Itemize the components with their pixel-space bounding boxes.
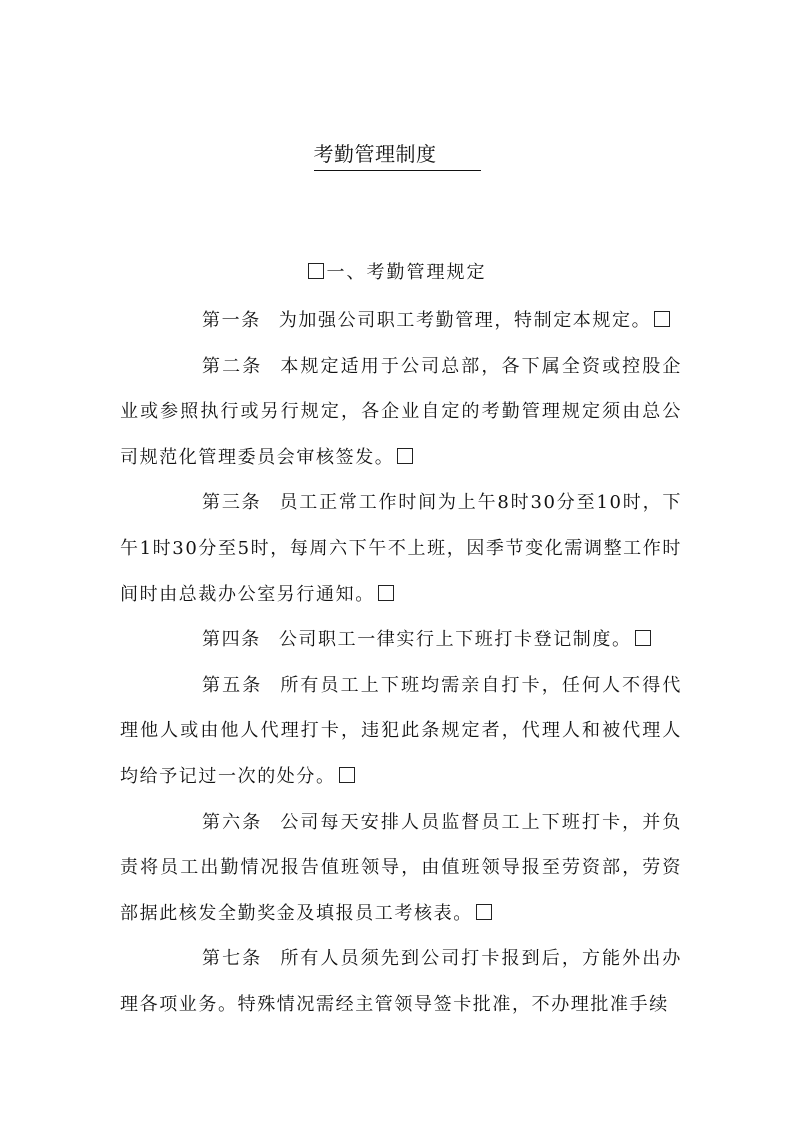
- placeholder-box-icon: [476, 904, 492, 920]
- article-label: 第四条: [202, 629, 261, 651]
- placeholder-box-icon: [308, 263, 324, 279]
- article-7: [120, 936, 682, 1027]
- section-heading: 一、考勤管理规定: [326, 262, 487, 283]
- placeholder-box-icon: [635, 630, 651, 646]
- document-title: 考勤管理制度: [314, 138, 481, 171]
- article-1: [120, 298, 682, 344]
- article-label: 第一条: [202, 310, 261, 331]
- article-text: 公司职工一律实行上下班打卡登记制度。: [278, 629, 632, 651]
- article-3: [120, 480, 682, 617]
- placeholder-box-icon: [378, 585, 394, 601]
- document-body: [120, 298, 682, 1028]
- article-text: 员工正常工作时间为上午8时30分至10时，下午1时30分至5时，每周六下午不上班，因季节变化需调整工作时间时由总裁办公室另行通知。: [120, 492, 682, 605]
- article-6: [120, 800, 682, 937]
- article-text: 为加强公司职工考勤管理，特制定本规定。: [278, 310, 652, 331]
- title-block: [0, 138, 794, 171]
- article-label: 第六条: [202, 811, 263, 833]
- article-text: 所有人员须先到公司打卡报到后，方能外出办理各项业务。特殊情况需经主管领导签卡批准，不办理批准手续: [120, 948, 682, 1015]
- placeholder-box-icon: [339, 767, 355, 783]
- placeholder-box-icon: [397, 448, 413, 464]
- article-label: 第三条: [202, 492, 262, 514]
- article-5: [120, 663, 682, 800]
- article-4: [120, 617, 682, 663]
- article-label: 第二条: [202, 355, 263, 377]
- article-text: 本规定适用于公司总部，各下属全资或控股企业或参照执行或另行规定，各企业自定的考勤管理规定须由总公司规范化管理委员会审核签发。: [120, 355, 682, 468]
- article-label: 第七条: [202, 948, 263, 970]
- article-text: 公司每天安排人员监督员工上下班打卡，并负责将员工出勤情况报告值班领导，由值班领导报至劳资部，劳资部据此核发全勤奖金及填报员工考核表。: [120, 811, 682, 924]
- article-2: [120, 344, 682, 481]
- placeholder-box-icon: [654, 311, 670, 327]
- article-label: 第五条: [202, 674, 263, 696]
- article-text: 所有员工上下班均需亲自打卡，任何人不得代理他人或由他人代理打卡，违犯此条规定者，代理人和被代理人均给予记过一次的处分。: [120, 674, 682, 787]
- section-heading-block: [0, 258, 794, 284]
